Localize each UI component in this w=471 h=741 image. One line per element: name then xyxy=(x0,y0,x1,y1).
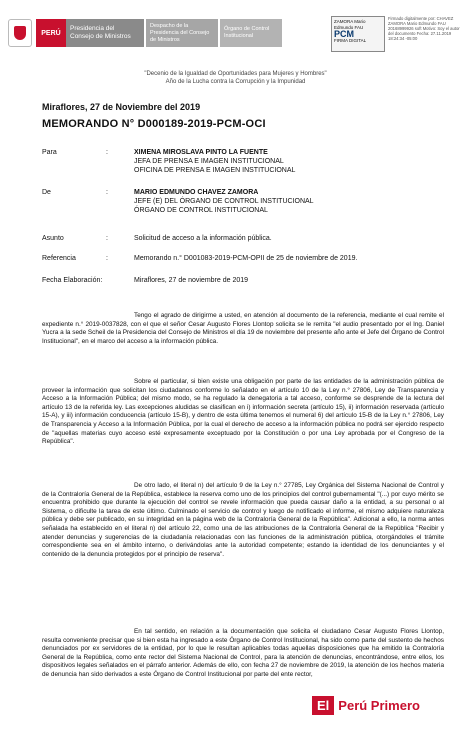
pcm-banner-text: Presidencia del Consejo de Ministros xyxy=(70,25,131,40)
de-label: De xyxy=(42,189,51,196)
place-date: Miraflores, 27 de Noviembre del 2019 xyxy=(42,102,201,112)
coat-of-arms-icon xyxy=(8,19,32,47)
decenio-line1: "Decenio de la Igualdad de Oportunidades para Mujeres y Hombres" xyxy=(144,71,327,77)
stamp-line: ZAMORA Mario Edmundo FAU xyxy=(334,19,366,30)
decenio-heading xyxy=(0,70,471,86)
stamp-sub: FIRMA DIGITAL xyxy=(334,37,367,43)
stamp-brand: PCM xyxy=(334,29,354,39)
digital-signature-stamp xyxy=(331,16,385,52)
para-colon: : xyxy=(106,149,108,156)
para-name: XIMENA MIROSLAVA PINTO LA FUENTE xyxy=(134,149,268,156)
de-colon: : xyxy=(106,189,108,196)
el-peru-primero-watermark xyxy=(312,694,462,716)
de-line2: JEFE (E) DEL ÓRGANO DE CONTROL INSTITUCIONAL xyxy=(134,198,314,205)
peru-logo: PERÚ xyxy=(36,19,66,47)
brand-pill: El xyxy=(312,696,334,715)
para-line2: JEFA DE PRENSA E IMAGEN INSTITUCIONAL xyxy=(134,158,284,165)
paragraph-4 xyxy=(42,628,444,680)
referencia-colon: : xyxy=(106,255,108,262)
paragraph-4-text: En tal sentido, en relación a la documentación que solicita el ciudadano Cesar Augusto Flores Llontop, resulta conveniente precisar que si bien esta ha ingresado a este Órgano de Control Institucional, ha sido como parte del sustento de hechos denunciados por ex servidores de la entidad, por lo que le resultan aplicables todas aquellas disposiciones que ha emitido la Contraloría General de la República, como ente rector del Sistema Nacional de Control, para la atención de denuncias, encontrándose, entre ellos, los dispositivos legales señalados en el párrafo anterior. Además de ello, con fecha 27 de noviembre de 2019, la atención de los hechos materia de denuncia han sido derivados a este Órgano de Control Institucional por parte del ente rector, xyxy=(42,628,444,678)
de-line3: ÓRGANO DE CONTROL INSTITUCIONAL xyxy=(134,207,268,214)
paragraph-2-text: Sobre el particular, si bien existe una obligación por parte de las entidades de la administración pública de proveer la información que solicitan los ciudadanos conforme lo señalado en el artículo 10 de la Ley n.° 27806, Ley de Transparencia y Acceso a la Información Pública; del mismo modo, se ha regulado la denegatoria a tal acceso, conforme se desprende de la lectura del artículo 13 de la referida ley. Las excepciones aludidas se clasifican en i) información secreta (artículo 15), ii) información reservada (artículo 15-A), y iii) información conducencia (artículo 15-B), y dentro de esta última tenemos el numeral 6) del artículo 15-B de la Ley n.° 27806, Ley de Transparencia y Acceso a la Información Pública, por la cual el derecho de acceso a la información pública no podrá ser ejercido respecto de "aquellas materias cuyo acceso esté expresamente exceptuado por la Constitución o por una Ley aprobada por el Congreso de la República". xyxy=(42,378,444,446)
referencia-label: Referencia xyxy=(42,255,76,262)
paragraph-3-text: De otro lado, el literal n) del artículo 9 de la Ley n.° 27785, Ley Orgánica del Sistema Nacional de Control y de la Contraloría General de la República, establece la reserva como uno de los principios del control gubernamental "(...) por cuyo mérito se encuentra prohibido que durante la ejecución del control se revele información que pueda causar daño a la entidad, a su personal o al Sistema, o dificulte la tarea de este último. Culminado el servicio de control y luego de notificado el informe, el mismo adquiere naturaleza pública y debe ser publicado, en su integridad en la página web de la Contraloría General de la República". Adicional a ello, la norma antes señalada ha establecido en el literal n) del artículo 22, como una de las atribuciones de la Contraloría General de la República "Recibir y atender denuncias y sugerencias de la ciudadanía relacionadas con las funciones de la administración pública, otorgándoles el trámite correspondiente sea en el ámbito interno, o derivándolas ante la autoridad competente; estando la identidad de los denunciantes y el contenido de la denuncia protegidos por el principio de reserva". xyxy=(42,482,444,558)
despacho-banner-text: Despacho de la Presidencia del Consejo de Ministros xyxy=(150,22,210,43)
paragraph-2 xyxy=(42,378,444,447)
brand-text: Perú Primero xyxy=(338,697,420,713)
organo-banner xyxy=(220,19,282,47)
fecha-label: Fecha Elaboración: xyxy=(42,277,103,284)
asunto-colon: : xyxy=(106,235,108,242)
organo-banner-text: Órgano de Control Institucional xyxy=(224,26,270,39)
para-line3: OFICINA DE PRENSA E IMAGEN INSTITUCIONAL xyxy=(134,167,296,174)
referencia-value: Memorando n.° D001083-2019-PCM-OPII de 25 de noviembre de 2019. xyxy=(134,255,358,262)
paragraph-1 xyxy=(42,312,444,346)
pcm-banner xyxy=(66,19,144,47)
memo-title: MEMORANDO N° D000189-2019-PCM-OCI xyxy=(42,118,266,130)
para-label: Para xyxy=(42,149,57,156)
decenio-line2: Año de la Lucha contra la Corrupción y la Impunidad xyxy=(165,79,306,85)
paragraph-1-text: Tengo el agrado de dirigirme a usted, en atención al documento de la referencia, mediante el cual remite el expediente n.° 2019-0037828, con el que el señor Cesar Augusto Flores Llontop solicita se le remita "el audio presentado por el Ing. Daniel Yucra a la sede Scheil de la Presidencia del Consejo de Ministros el día 19 de noviembre del presente año ante el Jefe del Órgano de Control Institucional", en el marco del acceso a la información pública. xyxy=(42,312,444,345)
asunto-value: Solicitud de acceso a la información pública. xyxy=(134,235,272,242)
signature-text: Firmado digitalmente por: CHAVEZ ZAMORA Mario Edmundo FAU 20168999926 soft Motivo: Soy el autor del documento Fecha: 27.11.2019 18:24:34 -05:00 xyxy=(388,16,460,41)
paragraph-3 xyxy=(42,482,444,559)
asunto-label: Asunto xyxy=(42,235,64,242)
de-name: MARIO EDMUNDO CHAVEZ ZAMORA xyxy=(134,189,259,196)
fecha-value: Miraflores, 27 de noviembre de 2019 xyxy=(134,277,249,284)
despacho-banner xyxy=(146,19,218,47)
